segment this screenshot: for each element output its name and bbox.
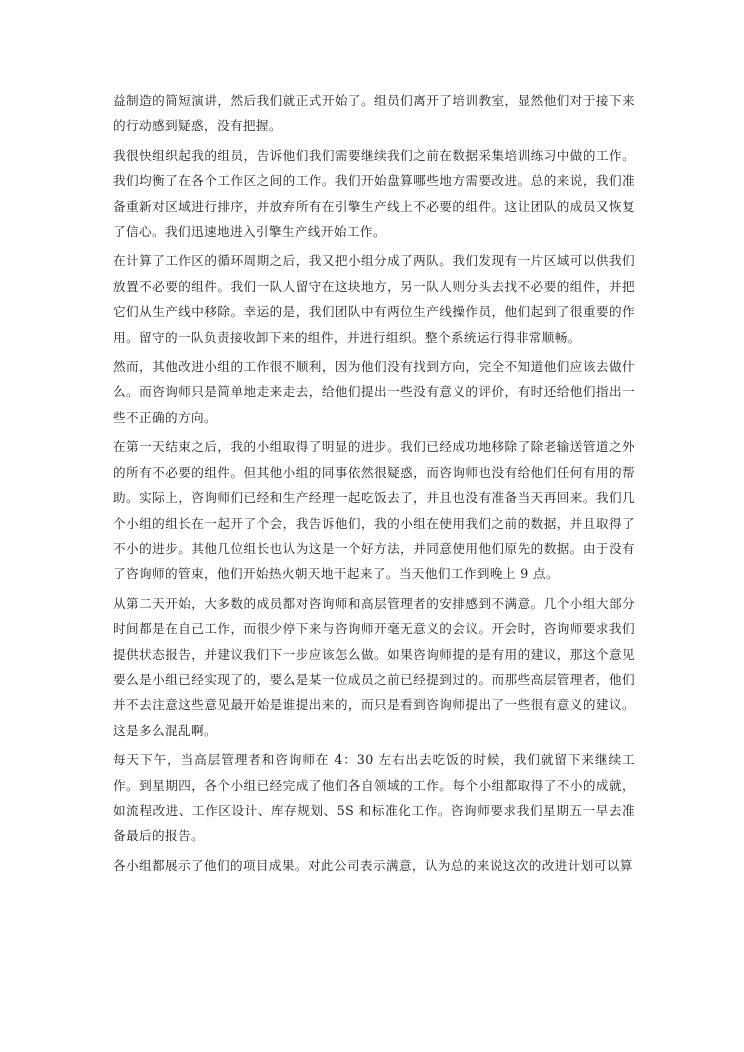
paragraph-3: 在计算了工作区的循环周期之后，我又把小组分成了两队。我们发现有一片区域可以供我们放置不必要的组件。我们一队人留守在这块地方，另一队人则分头去找不必要的组件，并把它们从生产线中移除。幸运的是，我们团队中有两位生产线操作员，他们起到了很重要的作用。留守的一队负责接收卸下来的组件，并进行组织。整个系统运行得非常顺畅。 xyxy=(113,253,635,345)
document-page xyxy=(113,88,635,882)
paragraph-5: 在第一天结束之后，我的小组取得了明显的进步。我们已经成功地移除了除老输送管道之外的所有不必要的组件。但其他小组的同事依然很疑惑，而咨询师也没有给他们任何有用的帮助。实际上，咨询师们已经和生产经理一起吃饭去了，并且也没有准备当天再回来。我们几个小组的组长在一起开了个会，我告诉他们，我的小组在使用我们之前的数据，并且取得了不小的进步。其他几位组长也认为这是一个好方法，并同意使用他们原先的数据。由于没有了咨询师的管束，他们开始热火朝天地干起来了。当天他们工作到晚上 9 点。 xyxy=(113,439,635,582)
paragraph-1: 益制造的简短演讲，然后我们就正式开始了。组员们离开了培训教室，显然他们对于接下来的行动感到疑惑，没有把握。 xyxy=(113,93,635,134)
paragraph-6: 从第二天开始，大多数的成员都对咨询师和高层管理者的安排感到不满意。几个小组大部分时间都是在自己工作，而很少停下来与咨询师开毫无意义的会议。开会时，咨询师要求我们提供状态报告，并建议我们下一步应该怎么做。如果咨询师提的是有用的建议，那这个意见要么是小组已经实现了的，要么是某一位成员之前已经提到过的。而那些高层管理者，他们并不去注意这些意见最开始是谁提出来的，而只是看到咨询师提出了一些很有意义的建议。这是多么混乱啊。 xyxy=(113,595,635,738)
paragraph-8: 各小组都展示了他们的项目成果。对此公司表示满意，认为总的来说这次的改进计划可以算 xyxy=(113,857,633,873)
paragraph-7: 每天下午，当高层管理者和咨询师在 4：30 左右出去吃饭的时候，我们就留下来继续工作。到星期四，各个小组已经完成了他们各自领域的工作。每个小组都取得了不小的成就，如流程改进、工作区设计、库存规划、5S 和标准化工作。咨询师要求我们星期五一早去准备最后的报告。 xyxy=(113,752,635,844)
paragraph-2: 我很快组织起我的组员，告诉他们我们需要继续我们之前在数据采集培训练习中做的工作。我们均衡了在各个工作区之间的工作。我们开始盘算哪些地方需要改进。总的来说，我们准备重新对区域进行排序，并放弃所有在引擎生产线上不必要的组件。这让团队的成员又恢复了信心。我们迅速地进入引擎生产线开始工作。 xyxy=(113,147,635,240)
paragraph-4: 然而，其他改进小组的工作很不顺利，因为他们没有找到方向，完全不知道他们应该去做什么。而咨询师只是简单地走来走去，给他们提出一些没有意义的评价，有时还给他们指出一些不正确的方向。 xyxy=(113,359,635,425)
